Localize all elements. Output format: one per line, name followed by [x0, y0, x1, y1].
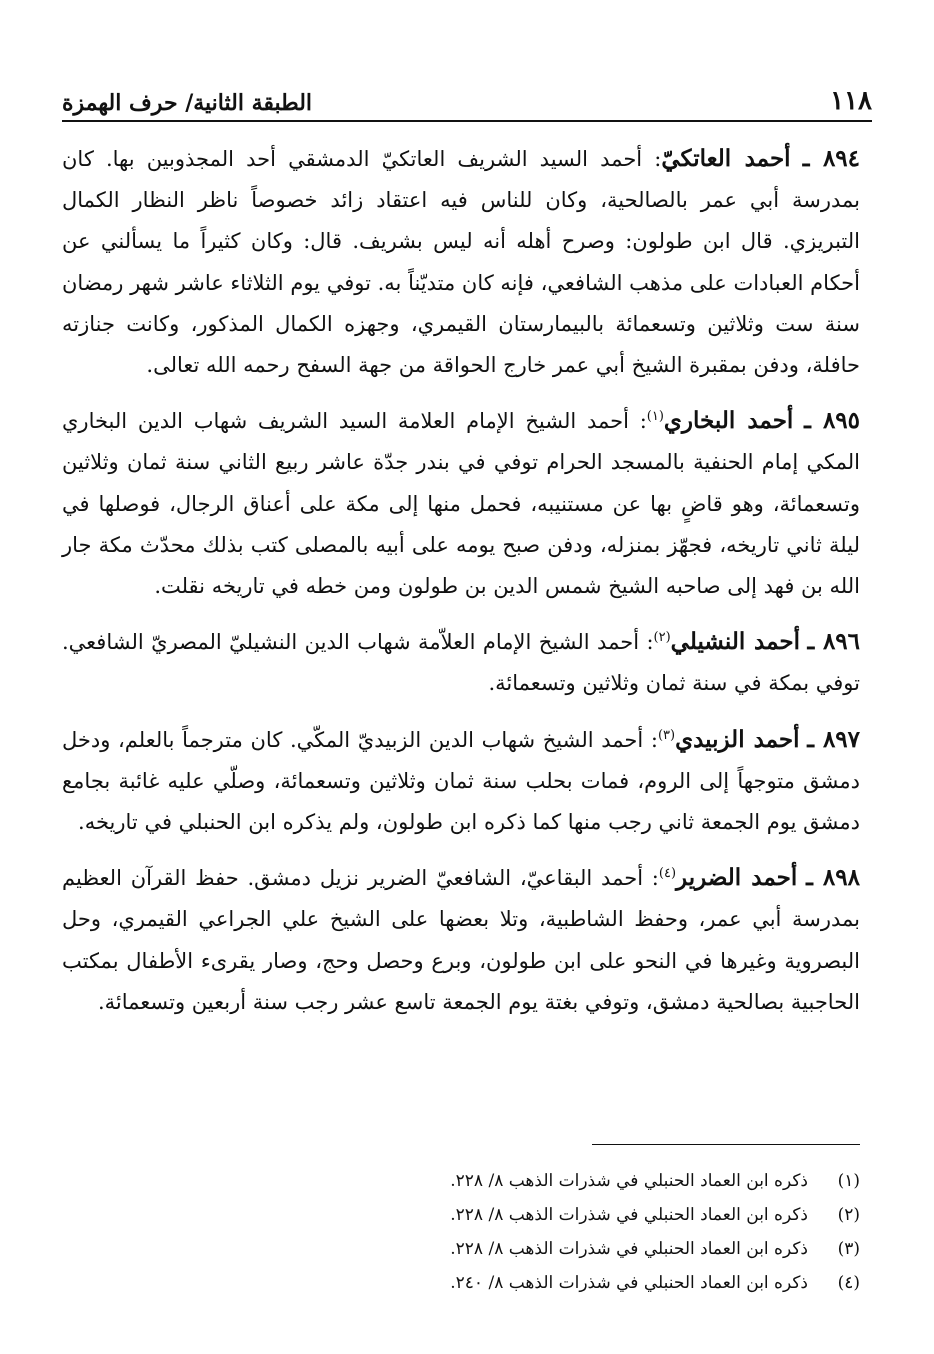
- footnote-item: [100, 1164, 860, 1198]
- entry-895: [62, 400, 860, 607]
- entry-number: ٨٩٤ ـ: [802, 145, 860, 172]
- footnote-number: (١): [837, 1171, 860, 1191]
- footnote-marker: (٢): [653, 630, 671, 646]
- entry-894: [62, 138, 860, 386]
- footnote-marker: (٤): [658, 866, 677, 882]
- entry-number: ٨٩٨ ـ: [806, 864, 860, 892]
- footnote-item: [100, 1266, 860, 1300]
- page-body: [62, 138, 860, 1037]
- footnote-item: [100, 1232, 860, 1266]
- entry-896: [62, 621, 860, 704]
- entry-number: ٨٩٥ ـ: [804, 407, 860, 435]
- entry-text: : أحمد الشيخ الإمام العلاّمة شهاب الدين النشيليّ المصريّ الشافعي. توفي بمكة في سنة ثمان وثلاثين وتسعمائة.: [62, 630, 860, 696]
- footnote-text: ذكره ابن العماد الحنبلي في شذرات الذهب ٨/ ٢٢٨.: [450, 1239, 808, 1259]
- footnote-number: (٣): [837, 1239, 860, 1259]
- footnotes: [100, 1164, 860, 1300]
- page-number: ١١٨: [830, 86, 872, 116]
- entry-name: أحمد العاتكيّ: [661, 145, 791, 172]
- entry-name: أحمد النشيلي: [670, 628, 800, 656]
- footnote-divider: [592, 1144, 860, 1145]
- footnote-marker: (١): [646, 409, 664, 425]
- entry-text: : أحمد السيد الشريف العاتكيّ الدمشقي أحد المجذوبين بها. كان بمدرسة أبي عمر بالصالحية، وكان للناس فيه اعتقاد زائد خصوصاً ناظر النظار الكمال التبريزي. قال ابن طولون: وصرح أهله أنه ليس بشريف. قال: وكان كثيراً ما يسألني عن أحكام العبادات على مذهب الشافعي، فإنه كان متديّناً به. توفي يوم الثلاثاء عاشر شهر رمضان سنة ست وثلاثين وتسعمائة بالبيمارستان القيمري، وجهزه الكمال المذكور، وكانت جنازته حافلة، ودفن بمقبرة الشيخ أبي عمر خارج الحواقة من جهة السفح رحمه الله تعالى.: [62, 147, 860, 378]
- entry-898: [62, 857, 860, 1023]
- footnote-number: (٤): [837, 1273, 860, 1293]
- running-title: الطبقة الثانية/ حرف الهمزة: [62, 90, 313, 116]
- entry-number: ٨٩٧ ـ: [807, 725, 860, 753]
- entry-text: : أحمد البقاعيّ، الشافعيّ الضرير نزيل دمشق. حفظ القرآن العظيم بمدرسة أبي عمر، وحفظ الشاطبية، وتلا بعضها على الشيخ علي الجراعي القيمري، وحل البصروية وغيرها في النحو على ابن طولون، وبرع وحصل وحج، وصار يقرىء الأطفال بمكتب الحاجبية بصالحية دمشق، وتوفي بغتة يوم الجمعة تاسع عشر رجب سنة أربعين وتسعمائة.: [62, 866, 860, 1014]
- entry-name: أحمد الزبيدي: [675, 725, 800, 753]
- entry-897: [62, 719, 860, 844]
- footnote-text: ذكره ابن العماد الحنبلي في شذرات الذهب ٨/ ٢٢٨.: [450, 1171, 808, 1191]
- page-header: [62, 72, 872, 122]
- entry-number: ٨٩٦ ـ: [807, 628, 860, 656]
- footnote-text: ذكره ابن العماد الحنبلي في شذرات الذهب ٨/ ٢٢٨.: [450, 1205, 808, 1225]
- entry-text: : أحمد الشيخ الإمام العلامة السيد الشريف شهاب الدين البخاري المكي إمام الحنفية بالمسجد الحرام توفي في بندر جدّة عاشر ربيع الثاني سنة ثمان وثلاثين وتسعمائة، وهو قاضٍ بها عن مستنيبه، فحمل منها إلى مكة على أعناق الرجال، فوصلها في ليلة ثاني تاريخه، فجهّز بمنزله، ودفن صبح يومه على أبيه بالمصلى كتب بذلك محدّث مكة جار الله بن فهد إلى صاحبه الشيخ شمس الدين بن طولون ومن خطه في تاريخه نقلت.: [62, 409, 860, 599]
- footnote-text: ذكره ابن العماد الحنبلي في شذرات الذهب ٨/ ٢٤٠.: [450, 1273, 808, 1293]
- footnote-item: [100, 1198, 860, 1232]
- entry-name: أحمد البخاري: [663, 407, 794, 435]
- entry-name: أحمد الضرير: [676, 864, 798, 892]
- footnote-marker: (٣): [657, 727, 676, 743]
- entry-text: : أحمد الشيخ شهاب الدين الزبيديّ المكّي. كان مترجماً بالعلم، ودخل دمشق متوجهاً إلى الروم، فمات بحلب سنة ثمان وثلاثين وتسعمائة، وصلّي عليه غائبة بجامع دمشق يوم الجمعة ثاني رجب منها كما ذكره ابن طولون، ولم يذكره ابن الحنبلي في تاريخه.: [62, 727, 860, 835]
- footnote-number: (٢): [837, 1205, 860, 1225]
